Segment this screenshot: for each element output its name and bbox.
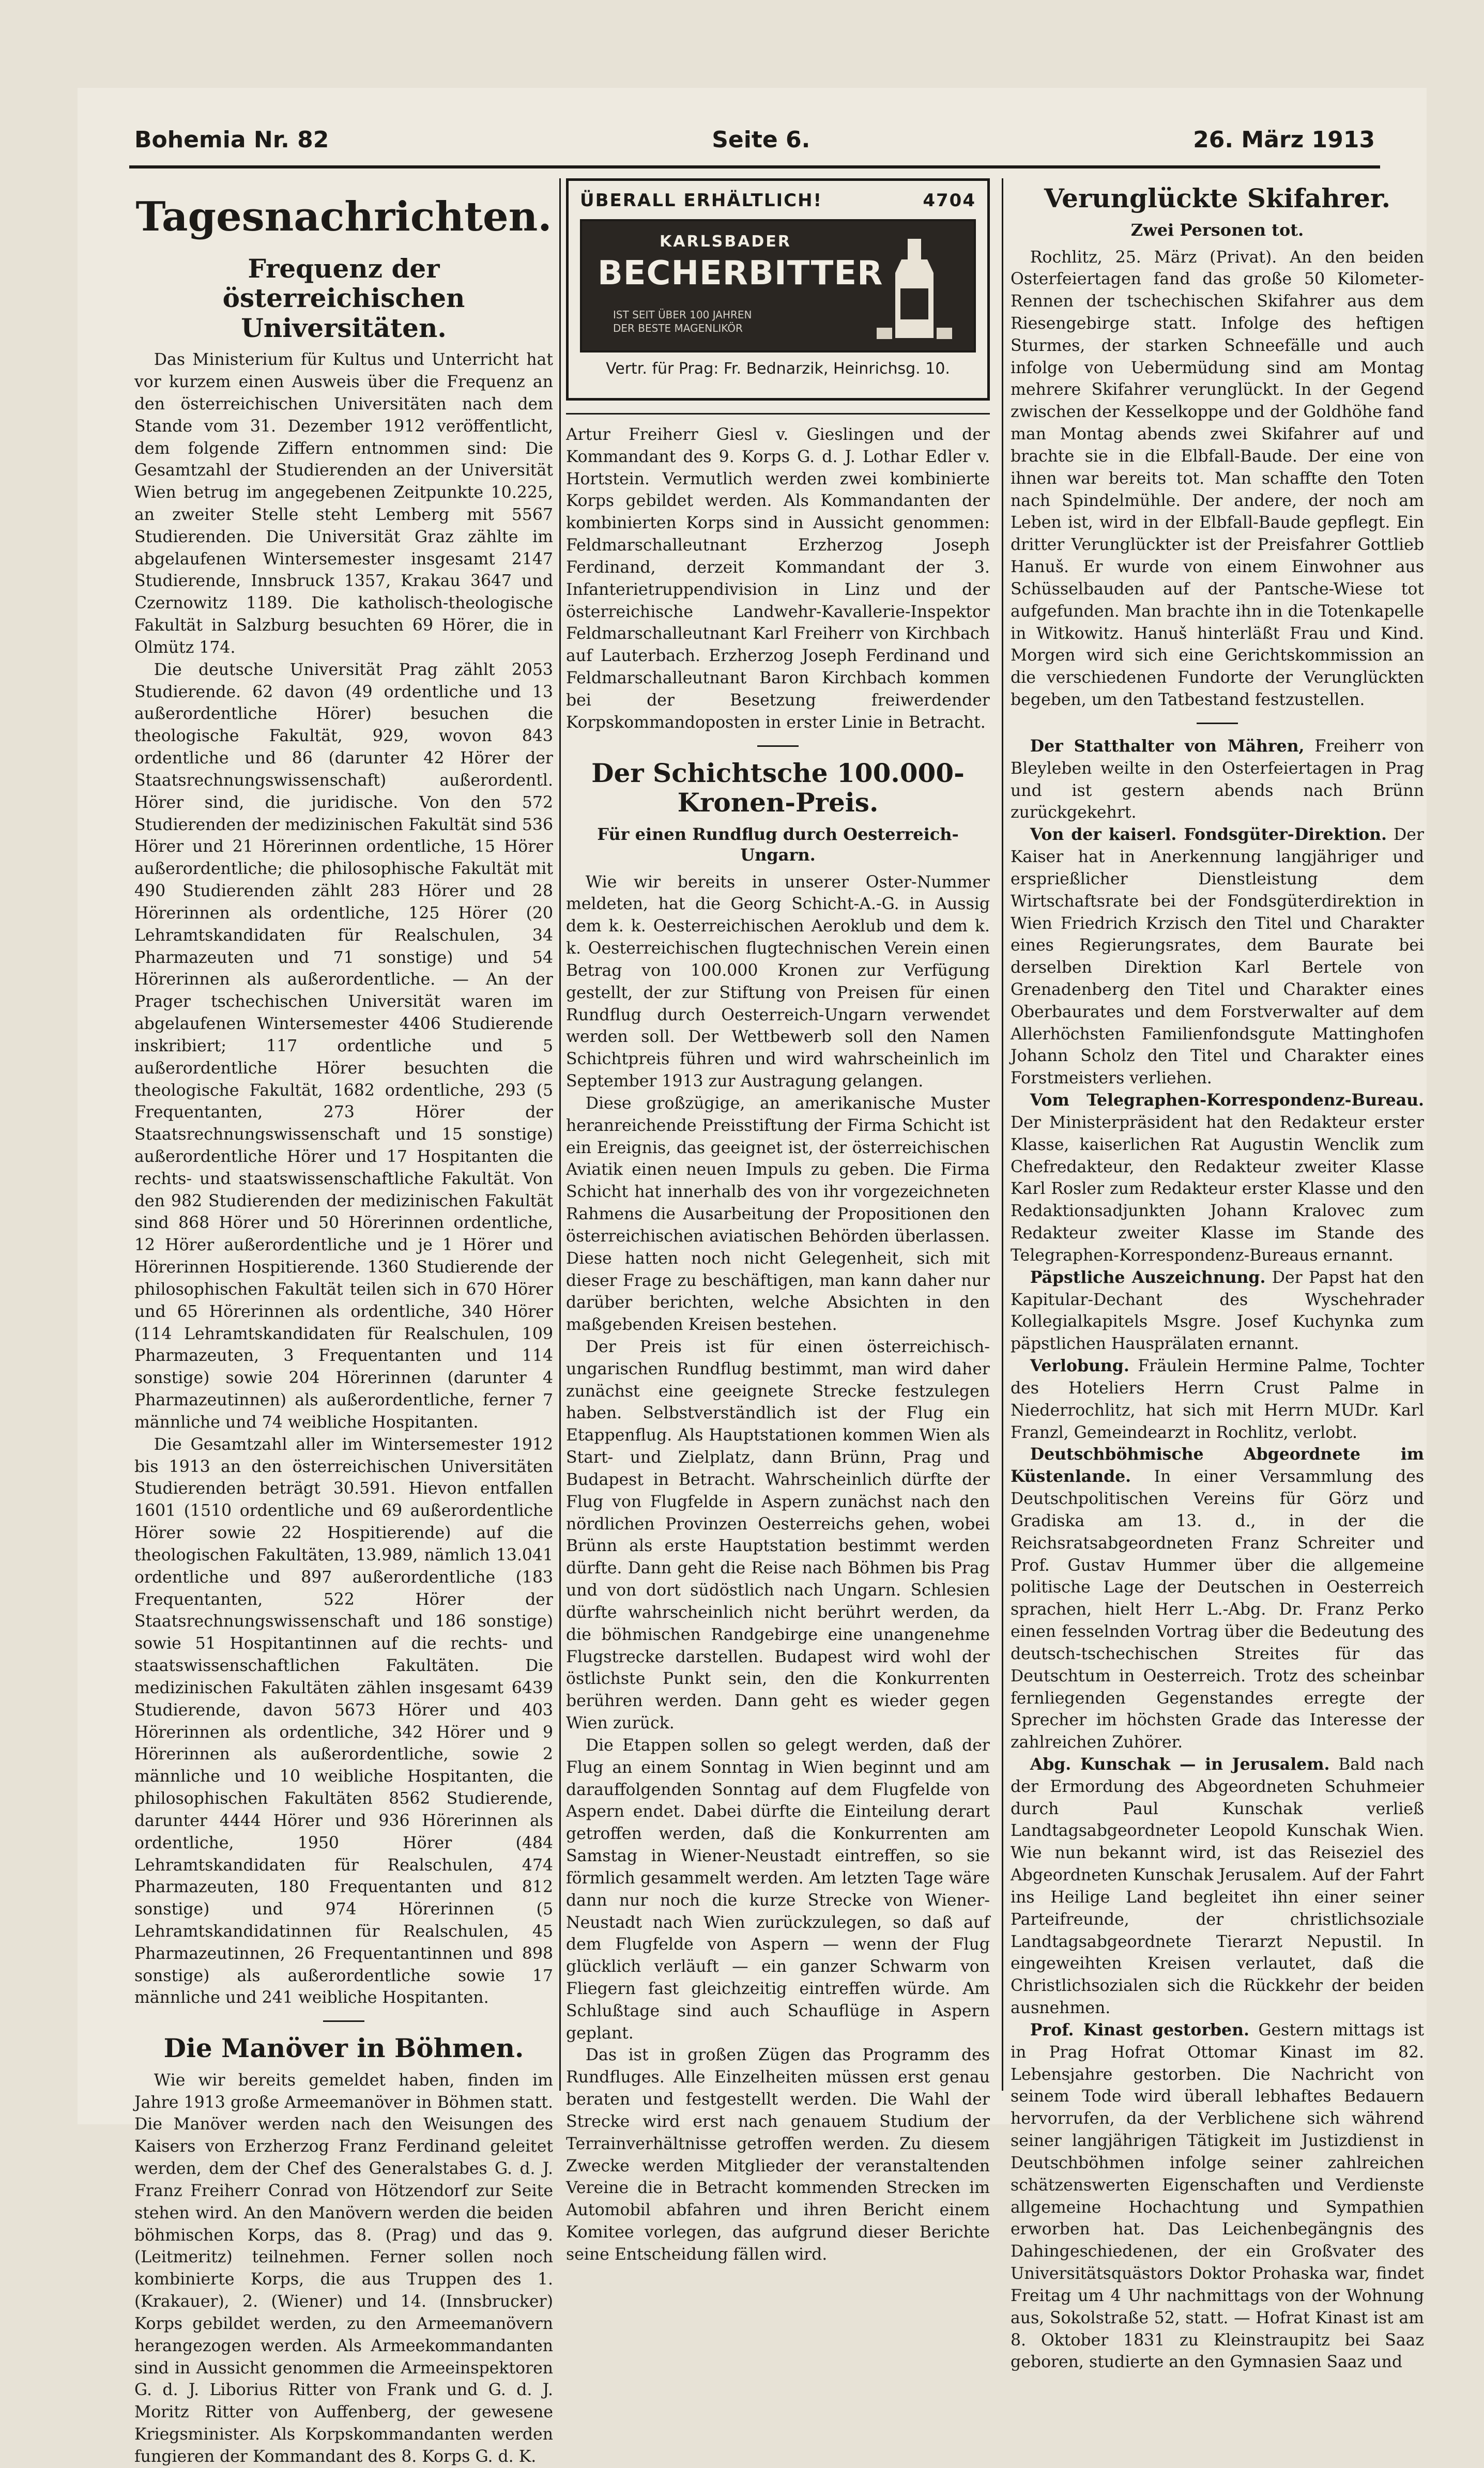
- article-paragraph: Die Gesamtzahl aller im Wintersemester 1912 bis 1913 an den österreichischen Universitäten Studierenden beträgt 30.591. Hievon entfallen 1601 (1510 ordentliche und 69 außerordentliche Hörer sowie 22 Hospitierende) auf die theologischen Fakultäten, 13.989, nämlich 13.041 ordentliche und 897 außerordentliche (183 Frequentanten, 522 Hörer der Staatsrechnungswissenschaft und 186 sonstige) sowie 51 Hospitantinnen auf die rechts- und staatswissenschaftlichen Fakultäten. Die medizinischen Fakultäten zählen insgesamt 6439 Studierende, davon 5673 Hörer und 403 Hörerinnen als ordentliche, 342 Hörer und 9 Hörerinnen als außerordentliche, sowie 2 männliche und 10 weibliche Hospitanten, die philosophischen Fakultäten 8562 Studierende, darunter 4444 Hörer und 936 Hörerinnen als ordentliche, 1950 Hörer (484 Lehramtskandidaten für Realschulen, 474 Pharmazeuten, 180 Frequentanten und 812 sonstige) und 974 Hörerinnen (5 Lehramtskandidatinnen für Realschulen, 45 Pharmazeutinnen, 26 Frequentantinnen und 898 sonstige) als außerordentliche sowie 17 männliche und 241 weibliche Hospitanten.: [134, 1435, 553, 2007]
- article-paragraph: Das ist in großen Zügen das Programm des Rundfluges. Alle Einzelheiten müssen erst genau beraten und festgestellt werden. Die Wahl der Strecke wird erst nach genauem Studium der Terrainverhältnisse getroffen werden. Zu diesem Zwecke werden Mitglieder der veranstaltenden Vereine die in Betracht kommenden Strecken im Automobil abfahren und ihren Bericht einem Komitee vorlegen, das aufgrund dieser Berichte seine Entscheidung fällen wird.: [566, 2046, 990, 2264]
- column-rule: [559, 178, 561, 2091]
- news-item-text: In einer Versammlung des Deutschpolitischen Vereins für Görz und Gradiska am 13. d., in der die Reichsratsabgeordneten Franz Schreiter und Prof. Gustav Hummer über die allgemeine politische Lage der Deutschen in Oesterreich sprachen, hielt Herr L.-Abg. Dr. Franz Perko einen fesselnden Vortrag über die Bedeutung des deutsch-tschechischen Streites für das Deutschtum in Oesterreich. Trotz des scheinbar fernliegenden Gegenstandes erregte der Sprecher im höchsten Grade das Interesse der zahlreichen Zuhörer.: [1011, 1467, 1425, 1752]
- article-paragraph: Die deutsche Universität Prag zählt 2053 Studierende. 62 davon (49 ordentliche und 13 außerordentliche Hörer) besuchen die theologische Fakultät, 929, wovon 843 ordentliche und 86 (darunter 42 Hörer der Staatsrechnungswissenschaft) außerordentl. Hörer sind, die juridische. Von den 572 Studierenden der medizinischen Fakultät sind 536 Hörer und 21 Hörerinnen ordentliche, 15 Hörer außerordentliche; die philosophische Fakultät mit 490 Studierenden zählt 283 Hörer und 28 Hörerinnen als ordentliche, 125 Hörer (20 Lehramtskandidaten für Realschulen, 34 Pharmazeuten und 71 sonstige) und 54 Hörerinnen als außerordentliche. — An der Prager tschechischen Universität waren im abgelaufenen Wintersemester 4406 Studierende inskribiert; 117 ordentliche und 5 außerordentliche Hörer besuchten die theologische Fakultät, 1682 ordentliche, 293 (5 Frequentanten, 273 Hörer der Staatsrechnungswissenschaft und 15 sonstige) außerordentliche Hörer und 17 Hospitanten die rechts- und staatswissenschaftliche Fakultät. Von den 982 Studierenden der medizinischen Fakultät sind 868 Hörer und 50 Hörerinnen ordentliche, 12 Hörer außerordentliche und je 1 Hörer und Hörerinnen Hospitierende. 1360 Studierende der philosophischen Fakultät teilen sich in 670 Hörer und 65 Hörerinnen als ordentliche, 340 Hörer (114 Lehramtskandidaten für Realschulen, 109 Pharmazeuten, 3 Frequentanten und 114 sonstige) sowie 204 Hörerinnen (darunter 4 Pharmazeutinnen) als außerordentliche, ferner 7 männliche und 74 weibliche Hospitanten.: [134, 660, 553, 1432]
- article-paragraph: Die Etappen sollen so gelegt werden, daß der Flug an einem Sonntag in Wien beginnt und am darauffolgenden Sonntag auf dem Flugfelde von Aspern endet. Dabei dürfte die Einteilung derart getroffen werden, daß die Konkurrenten am Samstag in Wiener-Neustadt eintreffen, so sie förmlich gesammelt werden. Am letzten Tage wäre dann nur noch die kurze Strecke von Wiener-Neustadt nach Wien zurückzulegen, so daß auf dem Flugfelde von Aspern — wenn der Flug glücklich verläuft — ein ganzer Schwarm von Fliegern fast gleichzeitig eintreffen würde. Am Schlußtage sind auch Schauflüge in Aspern geplant.: [566, 1736, 990, 2043]
- separator: [566, 413, 990, 415]
- news-item-title: Päpstliche Auszeichnung.: [1030, 1267, 1266, 1287]
- article-title: Der Schichtsche 100.000-Kronen-Preis.: [591, 757, 965, 818]
- column-2: [566, 178, 990, 2264]
- news-item-title: Der Statthalter von Mähren,: [1030, 736, 1305, 756]
- article-paragraph: Das Ministerium für Kultus und Unterricht hat vor kurzem einen Ausweis über die Frequenz an den österreichischen Universitäten nach dem Stande vom 31. Dezember 1912 veröffentlicht, dem folgende Ziffern entnommen sind: Die Gesamtzahl der Studierenden an der Universität Wien betrug im angegebenen Zeitpunkte 10.225, an zweiter Stelle steht Lemberg mit 5567 Studierenden. Die Universität Graz zählte im abgelaufenen Wintersemester insgesamt 2147 Studierende, Innsbruck 1357, Krakau 3647 und Czernowitz 1189. Die katholisch-theologische Fakultät in Salzburg besuchten 69 Hörer, die in Olmütz 174.: [134, 350, 553, 657]
- news-item-title: Abg. Kunschak — in Jerusalem.: [1030, 1754, 1330, 1774]
- article-paragraph: Wie wir bereits in unserer Oster-Nummer meldeten, hat die Georg Schicht-A.-G. in Aussig dem k. k. Oesterreichischen Aeroklub und dem k. k. Oesterreichischen flugtechnischen Verein einen Betrag von 100.000 Kronen zur Verfügung gestellt, der zur Stiftung von Preisen für einen Rundflug durch Oesterreich-Ungarn verwendet werden soll. Der Wettbewerb soll den Namen Schichtpreis führen und wird wahrscheinlich im September 1913 zur Austragung gelangen.: [566, 872, 990, 1091]
- article-title: Die Manöver in Böhmen.: [163, 2033, 524, 2064]
- ad-code: 4704: [923, 190, 976, 211]
- column-rule: [1002, 178, 1003, 2091]
- ad-tagline-line: DER BESTE MAGENLIKÖR: [613, 322, 743, 334]
- news-item: [1011, 1754, 1424, 2019]
- news-item-text: Der Kaiser hat in Anerkennung langjähriger und ersprießlicher Dienstleistung dem Wirtschaftsrate bei der Fondsgüterdirektion in Wien Friedrich Krzisch den Titel und Charakter eines Regierungsrates, dem Baurate bei derselben Direktion Karl Bertele von Grenadenberg den Titel und Charakter eines Oberbaurates und dem Forstverwalter auf dem Allerhöchsten Familienfondsgute Mattinghofen Johann Scholz den Titel und Charakter eines Forstmeisters verliehen.: [1011, 825, 1424, 1088]
- news-item: [1011, 735, 1424, 824]
- masthead: [134, 119, 1375, 160]
- news-item-title: Von der kaiserl. Fondsgüter-Direktion.: [1030, 825, 1387, 845]
- separator: [1197, 723, 1238, 724]
- news-item-text: Fräulein Hermine Palme, Tochter des Hoteliers Herrn Crust Palme in Niederrochlitz, hat sich mit Herrn MUDr. Karl Franzl, Gemeindearzt in Rochlitz, verlobt.: [1011, 1357, 1425, 1442]
- article-subtitle: Zwei Personen tot.: [1130, 220, 1304, 240]
- news-item-text: Der Papst hat den Kapitular-Dechant des Wyschehrader Kollegialkapitels Msgre. Josef Kuchynka zum päpstlichen Hausprälaten ernannt.: [1011, 1268, 1424, 1354]
- news-item-title: Prof. Kinast gestorben.: [1030, 2020, 1249, 2040]
- news-item: [1011, 1267, 1424, 1355]
- ad-tagline-line: IST SEIT ÜBER 100 JAHREN: [613, 309, 752, 321]
- news-item-text: Freiherr von Bleyleben weilte in den Osterfeiertagen in Prag und ist gestern abends nach Brünn zurückgekehrt.: [1011, 737, 1424, 822]
- ad-vendor: Vertr. für Prag: Fr. Bednarzik, Heinrichsg. 10.: [606, 360, 950, 378]
- column-3: [1011, 178, 1425, 2372]
- section-heading: Tagesnachrichten.: [135, 193, 552, 240]
- ad-header: [580, 190, 976, 211]
- article-subtitle: Für einen Rundflug durch Oesterreich-Ungarn.: [597, 824, 959, 865]
- ad-tagline: [613, 308, 752, 335]
- bottle-icon: [876, 237, 953, 340]
- newspaper-page: [78, 88, 1427, 2466]
- issue-date: 26. März 1913: [1193, 126, 1375, 153]
- news-item-title: Verlobung.: [1030, 1356, 1129, 1376]
- ad-panel: [580, 219, 976, 352]
- ad-brand: KARLSBADER: [660, 233, 791, 251]
- news-item: [1011, 1355, 1424, 1444]
- separator: [757, 745, 799, 747]
- article-title: Frequenz der österreichischen Universitäten.: [222, 253, 465, 343]
- page-number: Seite 6.: [712, 126, 810, 153]
- article-paragraph: Rochlitz, 25. März (Privat). An den beiden Osterfeiertagen fand das große 50 Kilometer-Rennen der tschechischen Skifahrer aus dem Riesengebirge statt. Infolge des heftigen Sturmes, der starken Schneefälle und auch infolge von Uebermüdung sind am Montag mehrere Skifahrer verunglückt. In der Gegend zwischen der Kesselkoppe und der Goldhöhe fand man Montag abends zwei Skifahrer auf und brachte sie in die Elbfall-Baude. Der eine von ihnen war bereits tot. Man schaffte den Toten nach Spindelmühle. Der andere, der noch am Leben ist, wird in der Elbfall-Baude gepflegt. Ein dritter Verunglückter ist der Preisfahrer Gottlieb Hanuš. Er wurde von einem Einwohner aus Schüsselbauden auf der Pantsche-Wiese tot aufgefunden. Man brachte ihn in die Totenkapelle in Witkowitz. Hanuš hinterläßt Frau und Kind. Morgen wird sich eine Gerichtskommission an die verschiedenen Fundorte der Verunglückten begeben, um den Tatbestand festzustellen.: [1011, 248, 1424, 710]
- ad-product: BECHERBITTER: [598, 254, 883, 293]
- separator: [323, 2020, 364, 2022]
- advertisement: [566, 178, 990, 401]
- news-item-text: Bald nach der Ermordung des Abgeordneten Schuhmeier durch Paul Kunschak verließ Landtagsabgeordneter Leopold Kunschak Wien. Wie nun bekannt wird, ist das Reiseziel des Abgeordneten Kunschak Jerusalem. Auf der Fahrt ins Heilige Land begleitet ihn einer seiner Parteifreunde, der christlichsoziale Landtagsabgeordnete Tierarzt Nepustil. In eingeweihten Kreisen verlautet, daß die Christlichsozialen sich die Rückkehr der beiden ausnehmen.: [1011, 1755, 1424, 2018]
- news-item: [1011, 1090, 1424, 1267]
- news-item: [1011, 1444, 1424, 1754]
- masthead-rule: [129, 165, 1380, 168]
- news-item: [1011, 2019, 1424, 2373]
- news-item-text: Der Ministerpräsident hat den Redakteur erster Klasse, kaiserlichen Rat Augustin Wenclik zum Chefredakteur, den Redakteur zweiter Klasse Karl Rosler zum Redakteur erster Klasse und den Redaktionsadjunkten Johann Kralovec zum Redakteur zweiter Klasse im Stande des Telegraphen-Korrespondenz-Bureaus ernannt.: [1011, 1113, 1424, 1265]
- article-paragraph: Artur Freiherr Giesl v. Gieslingen und der Kommandant des 9. Korps G. d. J. Lothar Edler v. Hortstein. Vermutlich werden zwei kombinierte Korps gebildet werden. Als Kommandanten der kombinierten Korps sind in Aussicht genommen: Feldmarschalleutnant Erzherzog Joseph Ferdinand, derzeit Kommandant der 3. Infanterietruppendivision in Linz und der österreichische Landwehr-Kavallerie-Inspektor Feldmarschalleutnant Karl Freiherr von Kirchbach auf Lauterbach. Erzherzog Joseph Ferdinand und Feldmarschalleutnant Baron Kirchbach kommen bei der Besetzung freiwerdender Korpskommandoposten in erster Linie in Betracht.: [566, 425, 990, 732]
- news-item-title: Deutschböhmische Abgeordnete im Küstenlande.: [1011, 1445, 1424, 1486]
- article-paragraph: Wie wir bereits gemeldet haben, finden im Jahre 1913 große Armeemanöver in Böhmen statt. Die Manöver werden nach den Weisungen des Kaisers von Erzherzog Franz Ferdinand geleitet werden, dem der Chef des Generalstabes G. d. J. Franz Freiherr Conrad von Hötzendorf zur Seite stehen wird. An den Manövern werden die beiden böhmischen Korps, das 8. (Prag) und das 9. (Leitmeritz) teilnehmen. Ferner sollen noch kombinierte Korps, die aus Truppen des 1. (Krakauer), 2. (Wiener) und 14. (Innsbrucker) Korps gebildet werden, zu den Armeemanövern herangezogen werden. Als Armeekommandanten sind in Aussicht genommen die Armeeinspektoren G. d. J. Liborius Ritter von Frank und G. d. J. Moritz Ritter von Auffenberg, der gewesene Kriegsminister. Als Korpskommandanten werden fungieren der Kommandant des 8. Korps G. d. K.: [134, 2071, 553, 2466]
- news-item-text: Gestern mittags ist in Prag Hofrat Ottomar Kinast im 82. Lebensjahre gestorben. Die Nachricht von seinem Tode wird überall lebhaftes Bedauern hervorrufen, da der Verblichene sich während seiner langjährigen Tätigkeit im Justizdienst in Deutschböhmen infolge seiner zahlreichen schätzenswerten Eigenschaften und Verdienste allgemeine Hochachtung und Sympathien erworben hat. Das Leichenbegängnis des Dahingeschiedenen, der ein Großvater des Universitätsquästors Doktor Prohaska war, findet Freitag um 4 Uhr nachmittags von der Wohnung aus, Sokolstraße 52, statt. — Hofrat Kinast ist am 8. Oktober 1831 zu Kleinstraupitz bei Saaz geboren, studierte an den Gymnasien Saaz und: [1011, 2020, 1424, 2372]
- news-item: [1011, 824, 1424, 1090]
- article-paragraph: Diese großzügige, an amerikanische Muster heranreichende Preisstiftung der Firma Schicht ist ein Ereignis, das geeignet ist, der österreichischen Aviatik einen neuen Impuls zu geben. Die Firma Schicht hat innerhalb des von ihr vorgezeichneten Rahmens die Ausarbeitung der Propositionen den österreichischen aviatischen Behörden überlassen. Diese hatten noch nicht Gelegenheit, sich mit dieser Frage zu beschäftigen, man kann daher nur darüber berichten, welche Absichten in den maßgebenden Kreisen bestehen.: [566, 1094, 990, 1335]
- news-item-title: Vom Telegraphen-Korrespondenz-Bureau.: [1030, 1091, 1424, 1110]
- ad-header-text: ÜBERALL ERHÄLTLICH!: [580, 190, 823, 211]
- paper-issue: Bohemia Nr. 82: [134, 126, 329, 153]
- article-title: Verunglückte Skifahrer.: [1044, 183, 1391, 213]
- article-paragraph: Der Preis ist für einen österreichisch-ungarischen Rundflug bestimmt, man wird daher zunächst eine geeignete Strecke festzulegen haben. Selbstverständlich ist der Flug ein Etappenflug. Als Hauptstationen kommen Wien als Start- und Zielplatz, dann Brünn, Prag und Budapest in Betracht. Wahrscheinlich dürfte der Flug von Flugfelde in Aspern zunächst nach den nördlichen Provinzen Oesterreichs gehen, wobei Brünn als erste Hauptstation bestimmt werden dürfte. Dann geht die Reise nach Böhmen bis Prag und von dort südöstlich nach Ungarn. Schlesien dürfte wahrscheinlich nicht berührt werden, da die böhmischen Randgebirge eine unangenehme Flugstrecke darstellen. Budapest wird wohl der östlichste Punkt sein, den die Konkurrenten berühren werden. Dann geht es wieder gegen Wien zurück.: [566, 1337, 990, 1733]
- column-1: [134, 178, 553, 2466]
